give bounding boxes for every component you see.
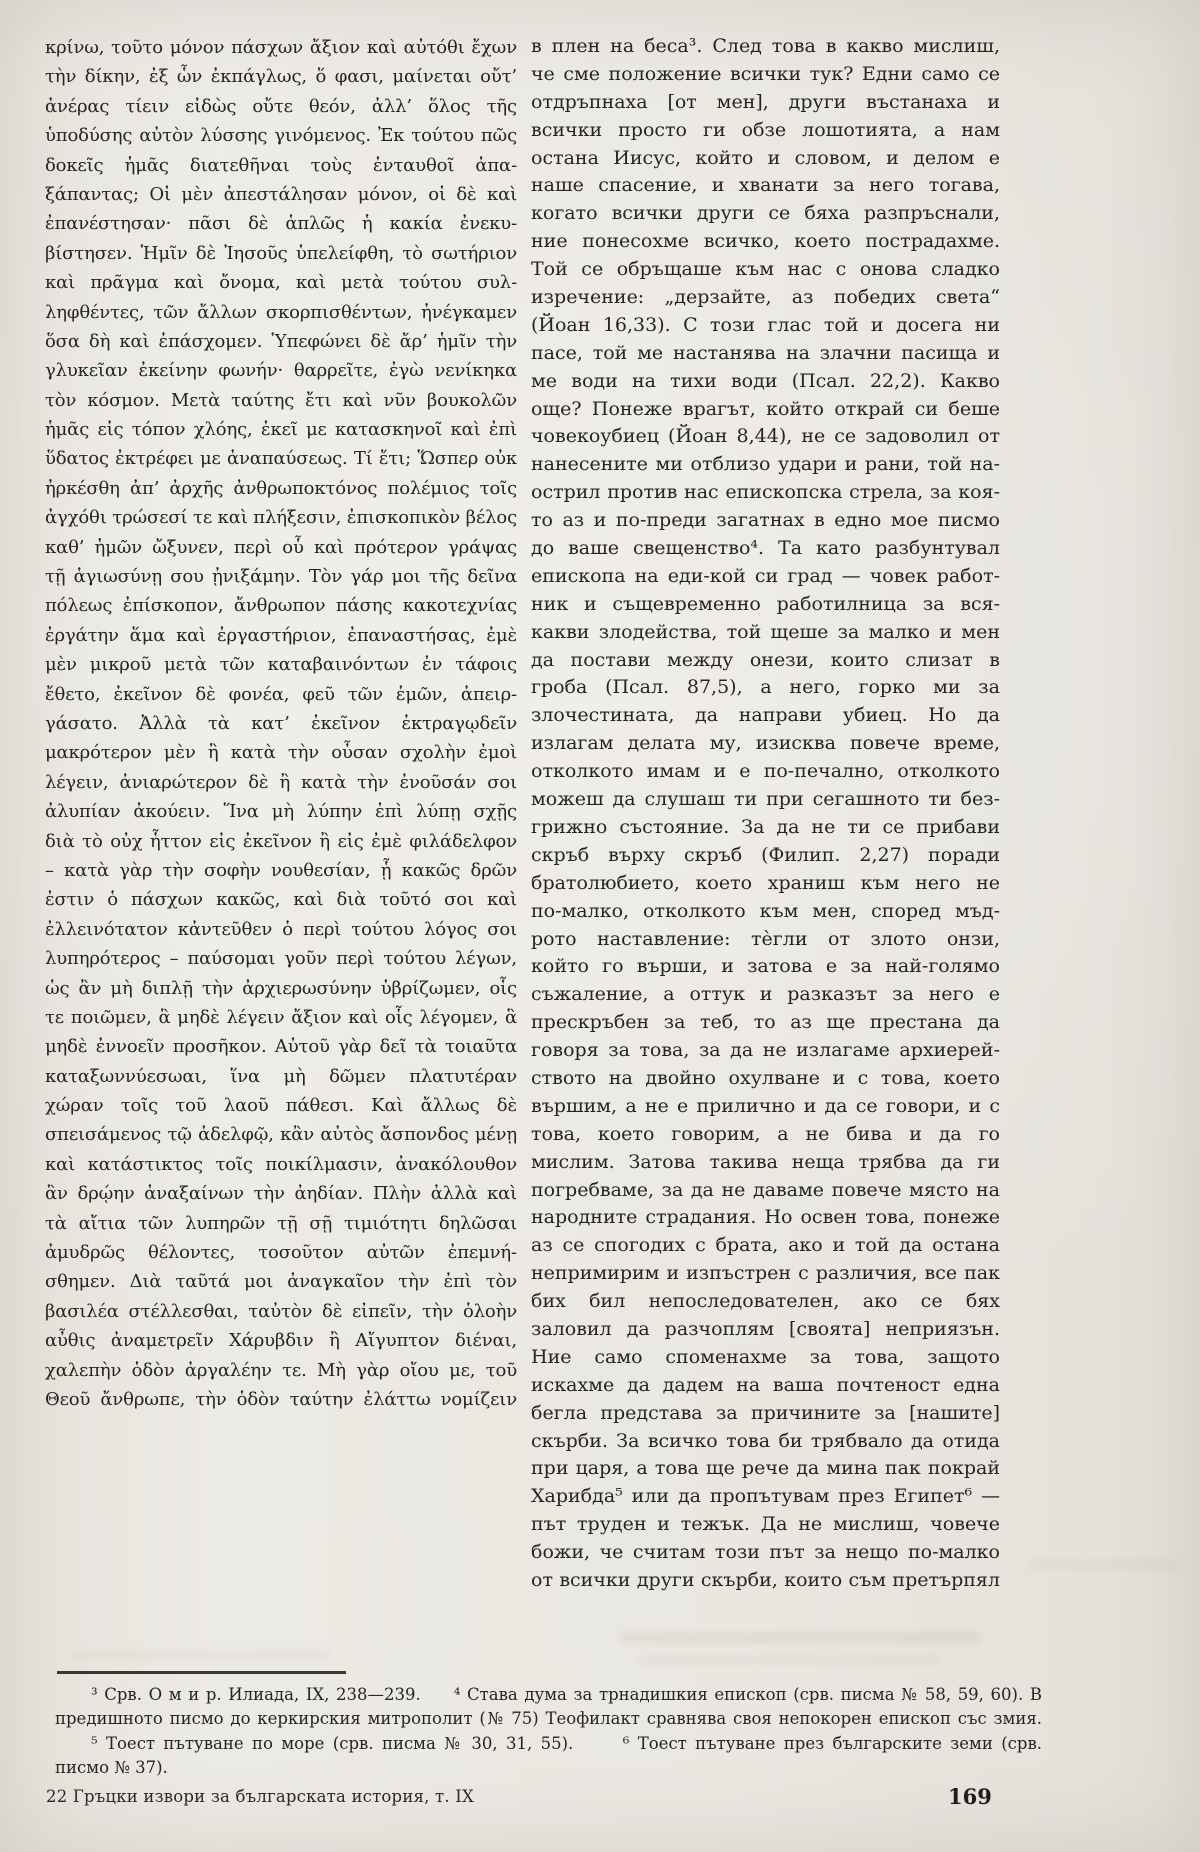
text-line: искахме да дадем на ваша почтеност една xyxy=(531,1373,1000,1396)
text-line: βίστησεν. Ἡμῖν δὲ Ἰησοῦς ὑπελείφθη, τὸ σωτήριον xyxy=(45,242,517,264)
scan-artifact xyxy=(620,1632,980,1643)
running-title: 22 Гръцки извори за българската история, т. IX xyxy=(46,1787,474,1806)
text-line: τῇ ἁγιωσύνῃ σου ᾐνιξάμην. Τὸν γάρ μοι τῆς δεῖνα xyxy=(45,566,517,588)
footnote-separator-rule xyxy=(57,1671,346,1674)
text-line: Той се обръщаше към нас с онова сладко xyxy=(531,258,1000,281)
text-line: ἡμᾶς εἰς τόπον χλόης, ἐκεῖ με κατασκηνοῖ καὶ ἐπὶ xyxy=(45,419,517,441)
text-line: от всички други скърби, които съм претърпял xyxy=(531,1568,1000,1591)
text-line: ἀλυπίαν ἀκούειν. Ἵνα μὴ λύπην ἐπὶ λύπῃ σχῇς xyxy=(45,801,517,823)
text-line: μηδὲ ἐννοεῖν προσῆκον. Αὐτοῦ γὰρ δεῖ τὰ τοιαῦτα xyxy=(45,1036,517,1058)
text-line: нанесените ми отблизо удари и рани, той на- xyxy=(531,453,1000,476)
text-line: че сме положение всички тук? Едни само се xyxy=(531,62,1000,85)
text-line: Ние само споменахме за това, защото xyxy=(531,1345,1000,1368)
text-line: ἂν δρῴην ἀναξαίνων τὴν ἀηδίαν. Πλὴν ἀλλὰ καὶ xyxy=(45,1183,517,1205)
text-line: χαλεπὴν ὁδὸν ἀργαλέην τε. Μὴ γὰρ οἴου με, τοῦ xyxy=(45,1359,517,1381)
scan-artifact xyxy=(1030,1560,1180,1570)
text-line: μὲν μικροῦ μετὰ τῶν καταβαινόντων ἐν τάφοις xyxy=(45,654,517,676)
text-line: γλυκεῖαν ἐκείνην φωνήν· θαρρεῖτε, ἐγὼ νενίκηκα xyxy=(45,360,517,382)
text-line: καταξωννύεσωαι, ἵνα μὴ δῶμεν πλατυτέραν xyxy=(45,1065,517,1087)
text-line: τε ποιῶμεν, ἃ μηδὲ λέγειν ἄξιον καὶ οἷς λέγομεν, ἃ xyxy=(45,1006,517,1028)
text-line: ἀμυδρῶς θέλοντες, τοσοῦτον αὐτῶν ἐπεμνή- xyxy=(45,1242,517,1264)
text-line: наше спасение, и хванати за него тогава, xyxy=(531,174,1000,197)
text-line: човекоубиец (Йоан 8,44), не се задоволил от xyxy=(531,425,1000,448)
text-line: μακρότερον μὲν ἢ κατὰ τὴν οὖσαν σχολὴν ἐμοὶ xyxy=(45,742,517,764)
text-line: χώραν τοῖς τοῦ λαοῦ πάθεσι. Καὶ ἄλλως δὲ xyxy=(45,1095,517,1117)
text-line: по-малко, отколкото към мен, според мъд- xyxy=(531,899,1000,922)
text-line: διὰ τὸ οὐχ ἧττον εἰς ἐκεῖνον ἢ εἰς ἐμὲ φιλάδελφον xyxy=(45,830,517,852)
text-line: още? Понеже врагът, който открай си беше xyxy=(531,397,1000,420)
text-line: πόλεως ἐπίσκοπον, ἄνθρωπον πάσης κακοτεχνίας xyxy=(45,595,517,617)
text-line: то аз и по-преди загатнах в едно мое писмо xyxy=(531,509,1000,532)
text-line: непримирим и изпъстрен с различия, все пак xyxy=(531,1262,1000,1285)
text-line: това, което говорим, а не бива и да го xyxy=(531,1122,1000,1145)
text-line: да постави между онези, които слизат в xyxy=(531,648,1000,671)
footnotes-block xyxy=(55,1683,1042,1781)
text-line: σπεισάμενος τῷ ἀδελφῷ, κἂν αὐτὸς ἄσπονδος μένῃ xyxy=(45,1124,517,1146)
text-line: ἠρκέσθη ἀπ’ ἀρχῆς ἀνθρωποκτόνος πολέμιος τοῖς xyxy=(45,477,517,499)
text-line: ἔθετο, ἐκεῖνον δὲ φονέα, φεῦ τῶν ἐμῶν, ἀπειρ- xyxy=(45,683,517,705)
text-line: ὅσα δὴ καὶ ἐπάσχομεν. Ὑπεφώνει δὲ ἄρ’ ἡμῖν τὴν xyxy=(45,330,517,352)
text-line: ние понесохме всичко, което пострадахме. xyxy=(531,230,1000,253)
page-footer xyxy=(46,1784,1154,1814)
text-line: вършим, а не е прилично и да се говори, и с xyxy=(531,1094,1000,1117)
text-line: говоря за това, за да не излагаме архиерей- xyxy=(531,1039,1000,1062)
text-line: братолюбието, което храниш към него не xyxy=(531,871,1000,894)
text-line: скърби. За всичко това би трябвало да отида xyxy=(531,1429,1000,1452)
text-line: ⁵ Тоест пътуване по море (срв. писма № 30, 31, 55). ⁶ Тоест пътуване през българските земи (срв. xyxy=(91,1733,1042,1753)
text-line: острил против нас епископска стрела, за коя- xyxy=(531,481,1000,504)
text-line: прескръбен за теб, то аз ще престана да xyxy=(531,1011,1000,1034)
text-line: бих бил непоследователен, ако се бях xyxy=(531,1290,1000,1313)
text-line: αὖθις ἀναμετρεῖν Χάρυβδιν ἢ Αἴγυπτον διέναι, xyxy=(45,1330,517,1352)
text-line: γάσατο. Ἀλλὰ τὰ κατ’ ἐκεῖνον ἐκτραγῳδεῖν xyxy=(45,712,517,734)
scan-artifact xyxy=(640,1655,940,1664)
text-line: всички просто ги обзе лошотията, а нам xyxy=(531,118,1000,141)
text-line: ἀνέρας τίειν εἰδὼς οὔτε θεόν, ἀλλ’ ὅλος τῆς xyxy=(45,95,517,117)
text-line: Харибда⁵ или да пропътувам през Египет⁶ — xyxy=(531,1485,1000,1508)
text-line: βασιλέα στέλλεσθαι, ταὐτὸν δὲ εἰπεῖν, τὴν ὁλοὴν xyxy=(45,1300,517,1322)
text-line: Θεοῦ ἄνθρωπε, τὴν ὁδὸν ταύτην ἐλάττω νομίζειν xyxy=(45,1388,517,1410)
text-line: отколкото имам и е по-печално, отколкото xyxy=(531,760,1000,783)
text-line: τὴν δίκην, ἐξ ὧν ἐκπάγλως, ὅ φασι, μαίνεται οὔτ’ xyxy=(45,66,517,88)
text-line: при царя, а това ще рече да мина пак покрай xyxy=(531,1457,1000,1480)
text-line: ἐργάτην ἅμα καὶ ἐργαστήριον, ἐπαναστήσας, ἐμὲ xyxy=(45,624,517,646)
text-line: съжаление, а оттук и разказът за него е xyxy=(531,983,1000,1006)
text-line: ξάπαντας; Οἱ μὲν ἀπεστάλησαν μόνον, οἱ δὲ καὶ xyxy=(45,183,517,205)
text-line: в плен на беса³. След това в какво мислиш, xyxy=(531,35,1000,57)
text-line: заловил да разчоплям [своята] неприязън. xyxy=(531,1317,1000,1340)
text-line: δοκεῖς ἡμᾶς διατεθῆναι τοὺς ἐνταυθοῖ ἀπα- xyxy=(45,154,517,176)
text-line: какви злодейства, той щеше за малко и мен xyxy=(531,620,1000,643)
text-line: ὑποδύσης αὐτὸν λύσσης γινόμενος. Ἐκ τούτου πῶς xyxy=(45,125,517,147)
text-line: предишното писмо до керкирския митрополит (№ 75) Теофилакт сравнява своя непокорен епископ със змия. xyxy=(55,1709,1042,1729)
text-line: τὸν κόσμον. Μετὰ ταύτης ἔτι καὶ νῦν βουκολῶν xyxy=(45,389,517,411)
scan-artifact xyxy=(70,1650,330,1659)
text-line: ἐπανέστησαν· πᾶσι δὲ ἁπλῶς ἡ κακία ἐνεκυ- xyxy=(45,213,517,235)
text-line: καὶ πρᾶγμα καὶ ὄνομα, καὶ μετὰ τούτου συλ- xyxy=(45,272,517,294)
text-line: ἐλλεινότατον κἀντεῦθεν ὁ περὶ τούτου λόγος σοι xyxy=(45,918,517,940)
text-line: народните страдания. Но освен това, понеже xyxy=(531,1206,1000,1229)
text-line: σθημεν. Διὰ ταῦτά μοι ἀναγκαῖον τὴν ἐπὶ τὸν xyxy=(45,1271,517,1293)
text-line: грижно състояние. За да не ти се прибави xyxy=(531,815,1000,838)
text-line: гроба (Псал. 87,5), а него, горко ми за xyxy=(531,676,1000,699)
text-line: ἀγχόθι τρώσεσί τε καὶ πλήξεσιν, ἐπισκοπικὸν βέλος xyxy=(45,507,517,529)
text-line: ὕδατος ἐκτρέφει με ἀναπαύσεως. Τί ἔτι; Ὥσπερ οὐκ xyxy=(45,448,517,470)
text-line: остана Иисус, който и словом, и делом е xyxy=(531,146,1000,169)
text-line: (Йоан 16,33). С този глас той и досега ни xyxy=(531,313,1000,336)
text-line: епископа на еди-кой си град — човек работ- xyxy=(531,564,1000,587)
text-line: до ваше свещенство⁴. Та като разбунтувал xyxy=(531,537,1000,560)
text-line: – κατὰ γὰρ τὴν σοφὴν νουθεσίαν, ᾗ κακῶς δρῶν xyxy=(45,859,517,881)
text-line: злочестината, да направи убиец. Но да xyxy=(531,704,1000,727)
text-line: път труден и тежък. Да не мислиш, човече xyxy=(531,1513,1000,1536)
text-line: излагам делата му, изисква повече време, xyxy=(531,732,1000,755)
text-line: ник и същевременно работилница за вся- xyxy=(531,592,1000,615)
text-line: ³ Срв. О м и р. Илиада, IX, 238—239. ⁴ Става дума за трнадишкия епископ (срв. писма № 58, 59, 60). В xyxy=(91,1685,1042,1704)
text-line: можеш да слушаш ти при сегашното ти без- xyxy=(531,788,1000,811)
text-line: погребваме, за да не даваме повече място на xyxy=(531,1178,1000,1201)
text-line: ството на двойно охулване и с това, което xyxy=(531,1066,1000,1089)
text-line: καὶ κατάστικτος τοῖς ποικίλμασιν, ἀνακόλουθον xyxy=(45,1153,517,1175)
text-line: бегла представа за причините за [нашите] xyxy=(531,1401,1000,1424)
text-line: пасе, той ме настанява на злачни пасища и xyxy=(531,341,1000,364)
text-line: мислим. Затова такива неща трябва да ги xyxy=(531,1150,1000,1173)
greek-text-column xyxy=(45,33,517,1414)
text-line: рото наставление: тѐгли от злото онзи, xyxy=(531,927,1000,950)
page-number: 169 xyxy=(948,1784,992,1809)
text-line: ληφθέντες, τῶν ἄλλων σκορπισθέντων, ἠνέγκαμεν xyxy=(45,301,517,323)
text-line: когато всички други се бяха разпръснали, xyxy=(531,202,1000,225)
text-line: скръб върху скръб (Филип. 2,27) поради xyxy=(531,843,1000,866)
text-line: ὡς ἂν μὴ διπλῇ τὴν ἀρχιερωσύνην ὑβρίζωμεν, οἷς xyxy=(45,977,517,999)
text-line: писмо № 37). xyxy=(55,1758,168,1778)
text-line: λέγειν, ἀνιαρώτερον δὲ ἢ κατὰ τὴν ἐνοῦσάν σοι xyxy=(45,771,517,793)
text-line: изречение: „дерзайте, аз победих света“ xyxy=(531,286,1000,309)
text-line: λυπηρότερος – παύσομαι γοῦν περὶ τούτου λέγων, xyxy=(45,948,517,970)
text-line: τὰ αἴτια τῶν λυπηρῶν τῇ σῇ τιμιότητι δηλῶσαι xyxy=(45,1212,517,1234)
text-line: отдръпнаха [от мен], други въстанаха и xyxy=(531,90,1000,113)
text-line: ме води на тихи води (Псал. 22,2). Какво xyxy=(531,369,1000,392)
text-line: аз се спогодих с брата, ако и той да остана xyxy=(531,1234,1000,1257)
text-line: κρίνω, τοῦτο μόνον πάσχων ἄξιον καὶ αὐτόθι ἔχων xyxy=(45,37,517,58)
text-line: ἐστιν ὁ πάσχων κακῶς, καὶ διὰ τοῦτό σοι καὶ xyxy=(45,889,517,911)
text-line: божи, че считам този път за нещо по-малко xyxy=(531,1541,1000,1564)
bulgarian-text-column xyxy=(531,33,1000,1595)
text-line: който го върши, и затова е за най-голямо xyxy=(531,955,1000,978)
text-line: καθ’ ἡμῶν ὤξυνεν, περὶ οὗ καὶ πρότερον γράψας xyxy=(45,536,517,558)
